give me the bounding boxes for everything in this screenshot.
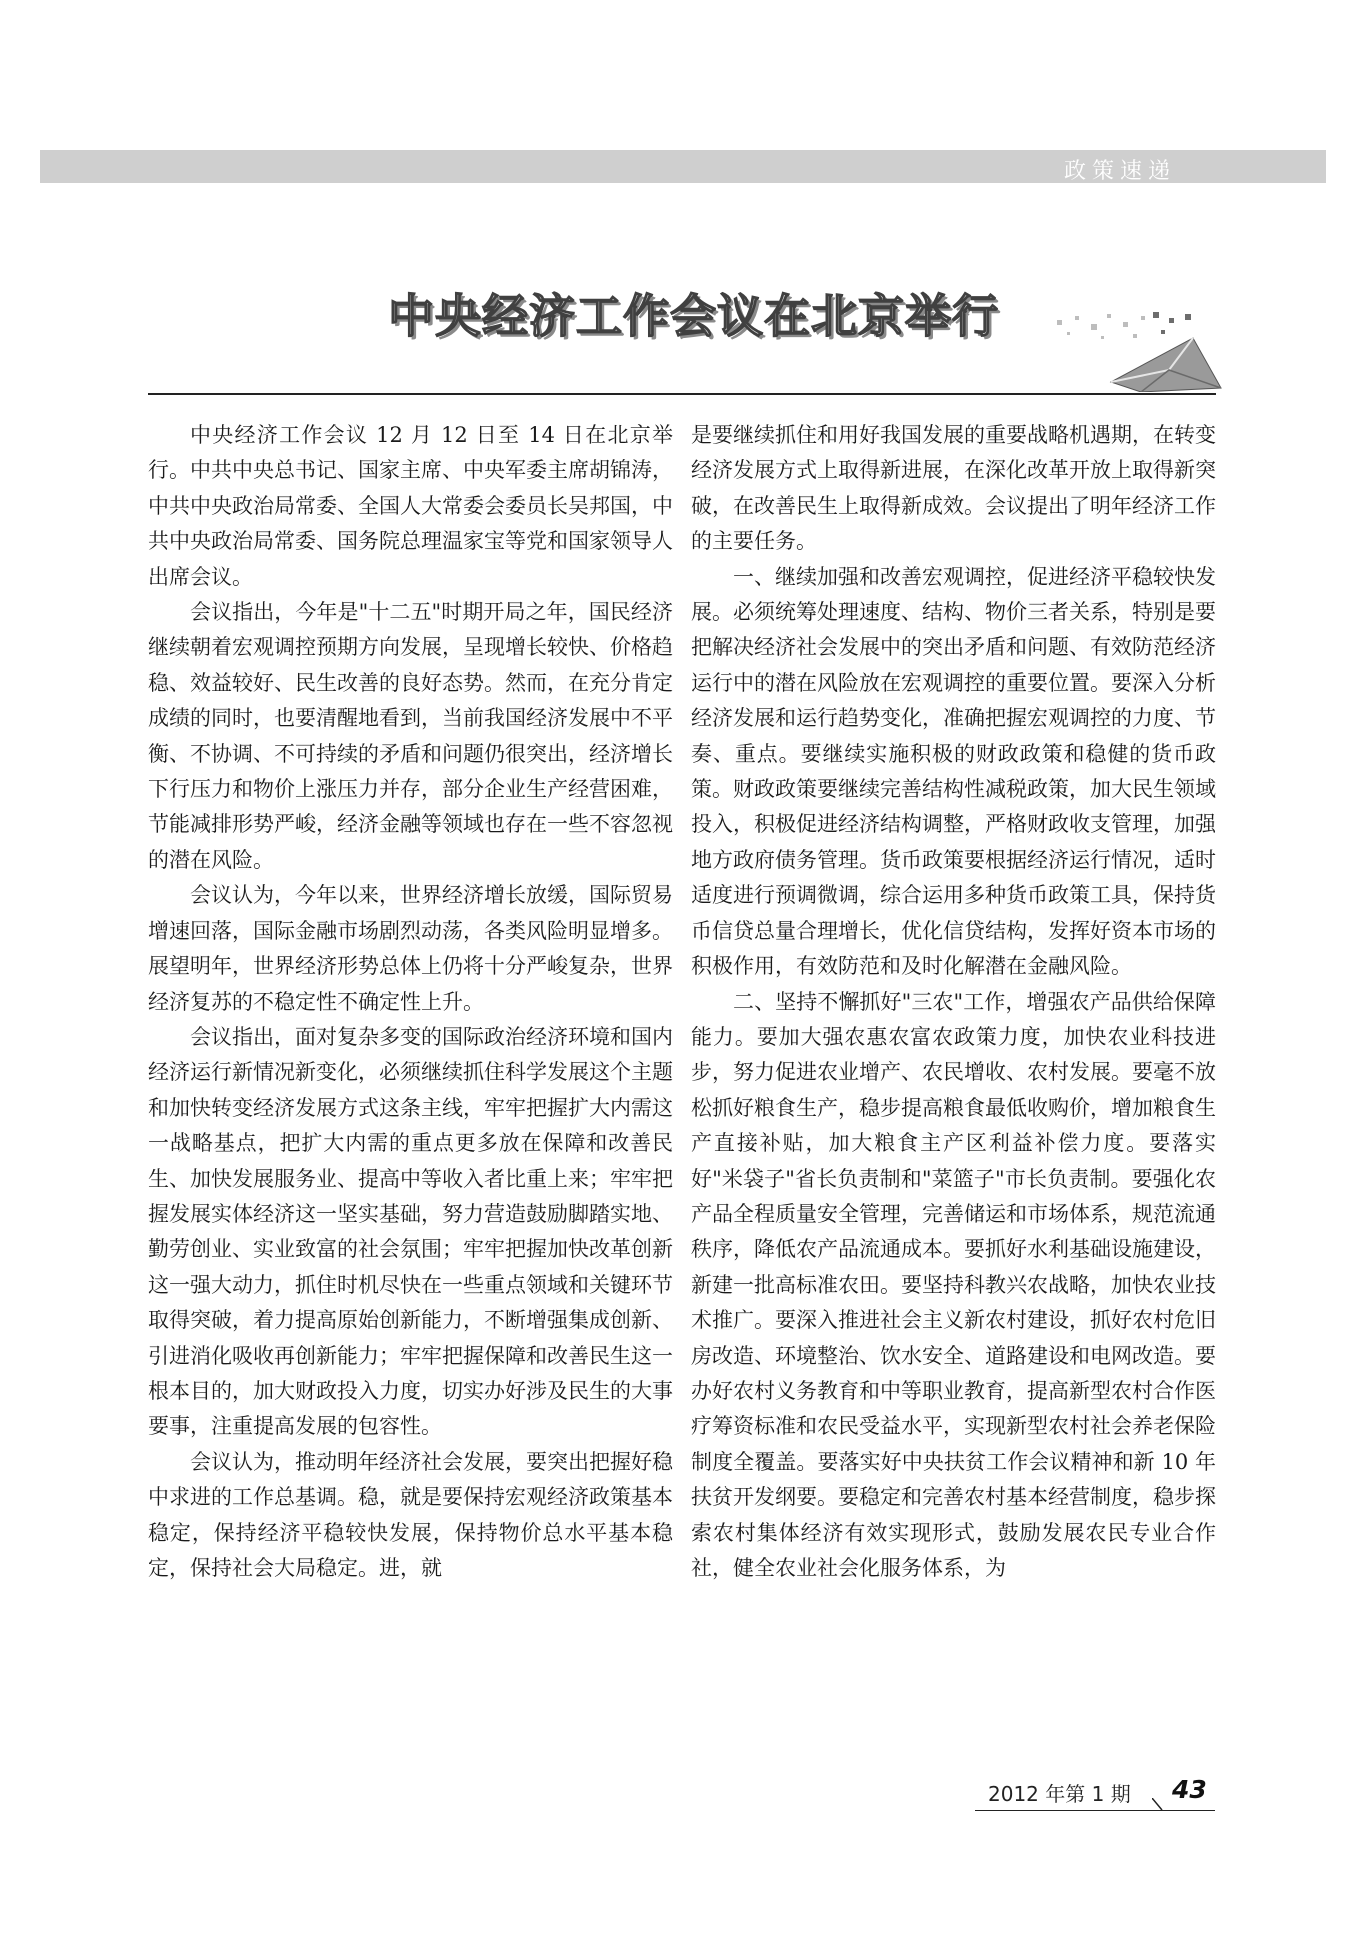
paragraph: 会议认为，推动明年经济社会发展，要突出把握好稳中求进的工作总基调。稳，就是要保持宏观经济政策基本稳定，保持经济平稳较快发展，保持物价总水平基本稳定，保持社会大局稳定。进，就 — [148, 1449, 673, 1580]
title-rule — [148, 393, 1216, 395]
page-number: 43 — [1172, 1775, 1207, 1804]
paragraph-continuation: 是要继续抓住和用好我国发展的重要战略机遇期，在转变经济发展方式上取得新进展，在深化改革开放上取得新突破，在改善民生上取得新成效。会议提出了明年经济工作的主要任务。 — [691, 423, 1216, 554]
envelope-decoration-icon — [1045, 312, 1225, 392]
section-header-bar — [40, 150, 1326, 183]
paragraph: 二、坚持不懈抓好"三农"工作，增强农产品供给保障能力。要加大强农惠农富农政策力度，加快农业科技进步，努力促进农业增产、农民增收、农村发展。要毫不放松抓好粮食生产，稳步提高粮食最低收购价，增加粮食生产直接补贴，加大粮食主产区利益补偿力度。要落实好"米袋子"省长负责制和"菜篮子"市长负责制。要强化农产品全程质量安全管理，完善储运和市场体系，规范流通秩序，降低农产品流通成本。要抓好水利基础设施建设，新建一批高标准农田。要坚持科教兴农战略，加快农业技术推广。要深入推进社会主义新农村建设，抓好农村危旧房改造、环境整治、饮水安全、道路建设和电网改造。要办好农村义务教育和中等职业教育，提高新型农村合作医疗筹资标准和农民受益水平，实现新型农村社会养老保险制度全覆盖。要落实好中央扶贫工作会议精神和新 10 年扶贫开发纲要。要稳定和完善农村基本经营制度，稳步探索农村集体经济有效实现形式，鼓励发展农民专业合作社，健全农业社会化服务体系，为 — [691, 989, 1216, 1580]
article-title: 中央经济工作会议在北京举行 — [388, 289, 999, 343]
paragraph: 中央经济工作会议 12 月 12 日至 14 日在北京举行。中共中央总书记、国家主席、中央军委主席胡锦涛，中共中央政治局常委、全国人大常委会委员长吴邦国，中共中央政治局常委、国务院总理温家宝等党和国家领导人出席会议。 — [148, 423, 673, 589]
footer-rule — [975, 1810, 1215, 1811]
paragraph: 会议指出，今年是"十二五"时期开局之年，国民经济继续朝着宏观调控预期方向发展，呈现增长较快、价格趋稳、效益较好、民生改善的良好态势。然而，在充分肯定成绩的同时，也要清醒地看到，当前我国经济发展中不平衡、不协调、不可持续的矛盾和问题仍很突出，经济增长下行压力和物价上涨压力并存，部分企业生产经营困难，节能减排形势严峻，经济金融等领域也存在一些不容忽视的潜在风险。 — [148, 600, 673, 872]
paragraph: 会议指出，面对复杂多变的国际政治经济环境和国内经济运行新情况新变化，必须继续抓住科学发展这个主题和加快转变经济发展方式这条主线，牢牢把握扩大内需这一战略基点，把扩大内需的重点更多放在保障和改善民生、加快发展服务业、提高中等收入者比重上来；牢牢把握发展实体经济这一坚实基础，努力营造鼓励脚踏实地、勤劳创业、实业致富的社会氛围；牢牢把握加快改革创新这一强大动力，抓住时机尽快在一些重点领域和关键环节取得突破，着力提高原始创新能力，不断增强集成创新、引进消化吸收再创新能力；牢牢把握保障和改善民生这一根本目的，加大财政投入力度，切实办好涉及民生的大事要事，注重提高发展的包容性。 — [148, 1024, 673, 1439]
section-label: 政策速递 — [1063, 159, 1176, 184]
footer-tick-mark — [1152, 1798, 1166, 1810]
right-column — [691, 418, 1216, 1586]
issue-label: 2012 年第 1 期 — [988, 1782, 1131, 1806]
paragraph: 会议认为，今年以来，世界经济增长放缓，国际贸易增速回落，国际金融市场剧烈动荡，各类风险明显增多。展望明年，世界经济形势总体上仍将十分严峻复杂，世界经济复苏的不稳定性不确定性上升。 — [148, 883, 673, 1014]
left-column — [148, 418, 673, 1586]
paragraph: 一、继续加强和改善宏观调控，促进经济平稳较快发展。必须统筹处理速度、结构、物价三者关系，特别是要把解决经济社会发展中的突出矛盾和问题、有效防范经济运行中的潜在风险放在宏观调控的重要位置。要深入分析经济发展和运行趋势变化，准确把握宏观调控的力度、节奏、重点。要继续实施积极的财政政策和稳健的货币政策。财政政策要继续完善结构性减税政策，加大民生领域投入，积极促进经济结构调整，严格财政收支管理，加强地方政府债务管理。货币政策要根据经济运行情况，适时适度进行预调微调，综合运用多种货币政策工具，保持货币信贷总量合理增长，优化信贷结构，发挥好资本市场的积极作用，有效防范和及时化解潜在金融风险。 — [691, 564, 1216, 979]
